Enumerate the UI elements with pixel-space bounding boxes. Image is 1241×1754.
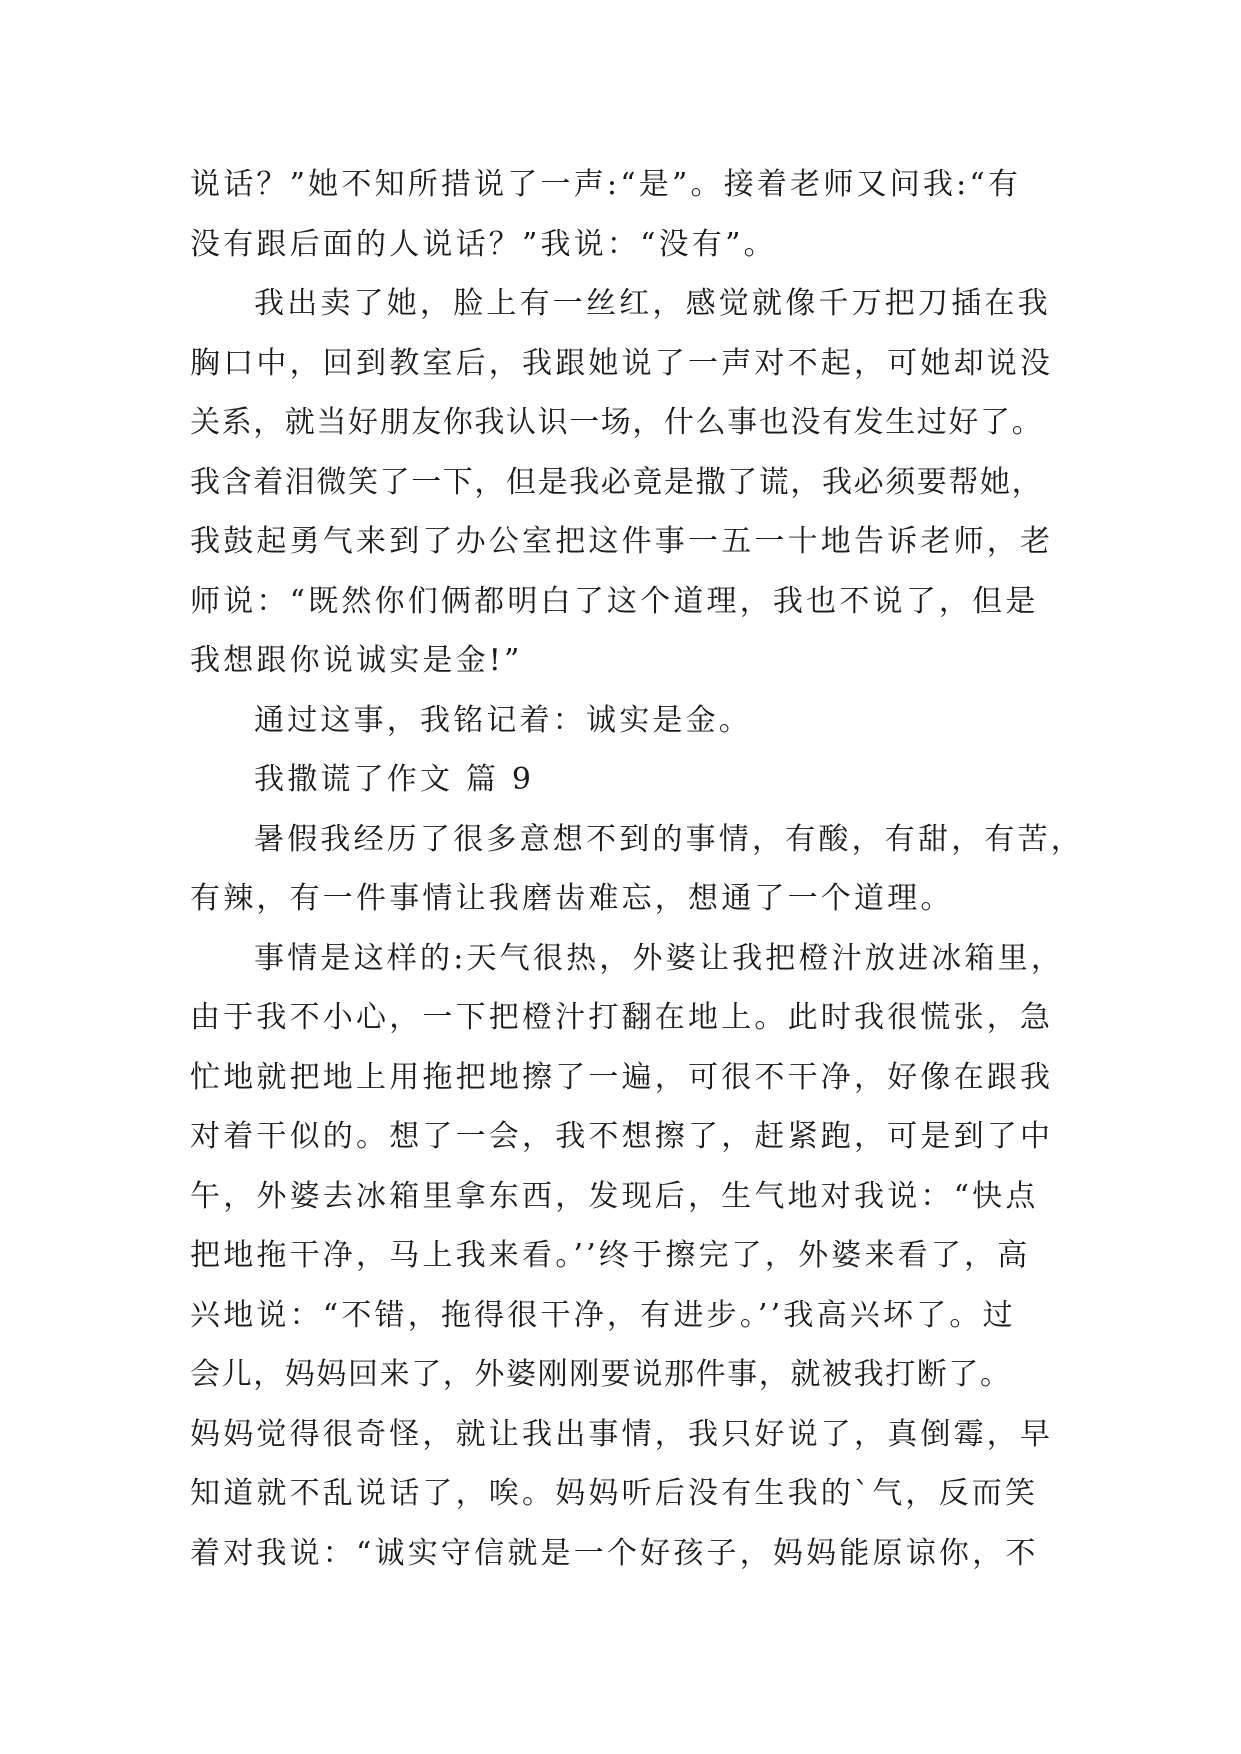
paragraph-start-line: 我出卖了她，脸上有一丝红，感觉就像千万把刀插在我 [254,286,1051,321]
paragraph-start-line: 暑假我经历了很多意想不到的事情，有酸，有甜，有苦， [254,821,1084,857]
paragraph-start-line: 事情是这样的:天气很热，外婆让我把橙汁放进冰箱里， [254,940,1065,976]
text-line: 知道就不乱说话了，唉。妈妈听后没有生我的`气，反而笑 [190,1476,1039,1511]
text-line: 关系，就当好朋友你我认识一场，什么事也没有发生过好了。 [190,405,1044,440]
text-line: 忙地就把地上用拖把地擦了一遍，可很不干净，好像在跟我 [190,1059,1054,1095]
text-line: 胸口中，回到教室后，我跟她说了一声对不起，可她却说没 [190,345,1054,381]
section-heading: 我撒谎了作文 篇 9 [254,762,535,797]
text-line: 把地拖干净，马上我来看。’’终于擦完了，外婆来看了，高 [190,1238,1031,1273]
text-line: 说话？”她不知所措说了一声:“是”。接着老师又问我:“有 [190,167,1022,202]
text-line: 兴地说：“不错，拖得很干净，有进步。’’我高兴坏了。过 [190,1297,1016,1333]
text-line: 着对我说：“诚实守信就是一个好孩子，妈妈能原谅你，不 [190,1535,1039,1571]
text-line: 会儿，妈妈回来了，外婆刚刚要说那件事，就被我打断了。 [190,1357,1012,1392]
text-line: 师说：“既然你们俩都明白了这个道理，我也不说了，但是 [190,583,1039,619]
text-line: 我含着泪微笑了一下，但是我必竟是撒了谎，我必须要帮她， [190,464,1044,500]
text-line: 午，外婆去冰箱里拿东西，发现后，生气地对我说：“快点 [190,1178,1039,1214]
document-body [190,155,1084,1583]
paragraph-start-line: 通过这事，我铭记着：诚实是金。 [254,702,752,738]
text-line: 由于我不小心，一下把橙汁打翻在地上。此时我很慌张，急 [190,1000,1054,1035]
text-line: 我想跟你说诚实是金!” [190,643,523,678]
text-line: 我鼓起勇气来到了办公室把这件事一五一十地告诉老师，老 [190,524,1054,559]
text-line: 对着干似的。想了一会，我不想擦了，赶紧跑，可是到了中 [190,1119,1054,1154]
text-line: 有辣，有一件事情让我磨齿难忘，想通了一个道理。 [190,881,954,916]
text-line: 妈妈觉得很奇怪，就让我出事情，我只好说了，真倒霉，早 [190,1416,1054,1452]
text-line: 没有跟后面的人说话？”我说：“没有”。 [190,226,777,262]
